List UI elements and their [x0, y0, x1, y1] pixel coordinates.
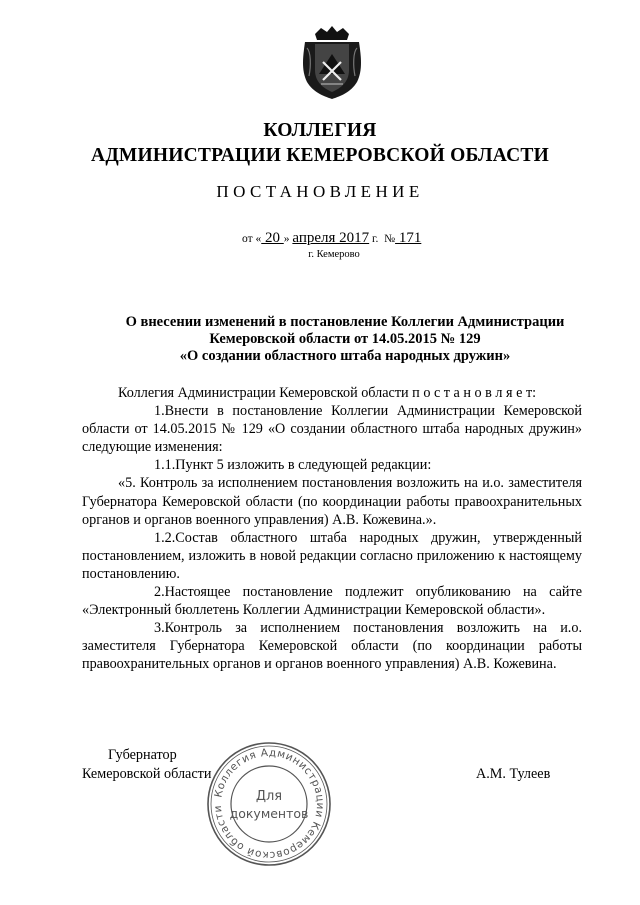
quoted-paragraph: «5. Контроль за исполнением постановления возложить на и.о. заместителя Губернатора Кемеровской области (по координации работы правоохранительных органов и органов военного управления) А.В. Кожевина.».	[82, 475, 582, 528]
org-name-line2: АДМИНИСТРАЦИИ КЕМЕРОВСКОЙ ОБЛАСТИ	[91, 145, 549, 166]
document-number: 171	[395, 230, 422, 246]
paragraph-1-text: Внести в постановление Коллегии Администрации Кемеровской области от 14.05.2015 № 129 «О создании областного штаба народных дружин» следующие изменения:	[82, 403, 582, 456]
paragraph-3-text: Контроль за исполнением постановления возложить на и.о. заместителя Губернатора Кемеровской области (по координации работы правоохранительных органов и органов военного управления) А.В. Кожевина.	[82, 620, 582, 673]
coat-of-arms-icon	[301, 26, 363, 100]
paragraph-1-1-number: 1.1.	[154, 457, 176, 474]
signatory-position	[82, 746, 211, 784]
stamp-center-line1: Для	[255, 789, 283, 804]
paragraph-3-number: 3.	[154, 620, 165, 637]
date-mid: »	[283, 233, 293, 245]
paragraph-1-1	[82, 456, 582, 474]
title-line3: «О создании областного штаба народных дружин»	[179, 348, 511, 364]
paragraph-1	[82, 402, 582, 456]
paragraph-1-2-number: 1.2.	[154, 529, 176, 546]
title-line1: О внесении изменений в постановление Коллегии Администрации	[125, 314, 565, 330]
date-prefix: от «	[242, 233, 262, 245]
paragraph-3	[82, 619, 582, 673]
position-line1: Губернатор	[108, 747, 177, 763]
number-label: №	[384, 233, 396, 245]
title-line2: Кемеровской области от 14.05.2015 № 129	[209, 331, 481, 347]
paragraph-1-2-text: Состав областного штаба народных дружин, утвержденный постановлением, изложить в новой редакции согласно приложению к настоящему постановлению.	[82, 529, 582, 582]
date-month-year: апреля 2017	[292, 230, 370, 246]
document-type: ПОСТАНОВЛЕНИЕ	[216, 182, 424, 201]
city: г. Кемерово	[308, 249, 360, 260]
paragraph-1-1-text: Пункт 5 изложить в следующей редакции:	[175, 457, 432, 474]
position-line2: Кемеровской области	[82, 766, 212, 782]
intro-paragraph: Коллегия Администрации Кемеровской области п о с т а н о в л я е т:	[118, 385, 537, 401]
document-title	[90, 314, 600, 365]
paragraph-1-2	[82, 529, 582, 583]
date-line	[242, 230, 421, 247]
stamp-ring-text: Коллегия Администрации Кемеровской области	[211, 746, 327, 862]
paragraph-1-number: 1.	[154, 403, 165, 420]
date-day: 20	[261, 230, 284, 246]
official-stamp	[205, 740, 333, 868]
date-year-suffix: г.	[369, 233, 379, 245]
paragraph-2-text: Настоящее постановление подлежит опубликованию на сайте «Электронный бюллетень Коллегии Администрации Кемеровской области».	[82, 584, 582, 619]
org-name-line1: КОЛЛЕГИЯ	[263, 120, 377, 141]
document-body	[82, 384, 582, 674]
signatory-name: А.М. Тулеев	[476, 766, 551, 782]
stamp-center-line2: документов	[229, 806, 309, 821]
paragraph-2-number: 2.	[154, 584, 165, 601]
paragraph-2	[82, 583, 582, 619]
